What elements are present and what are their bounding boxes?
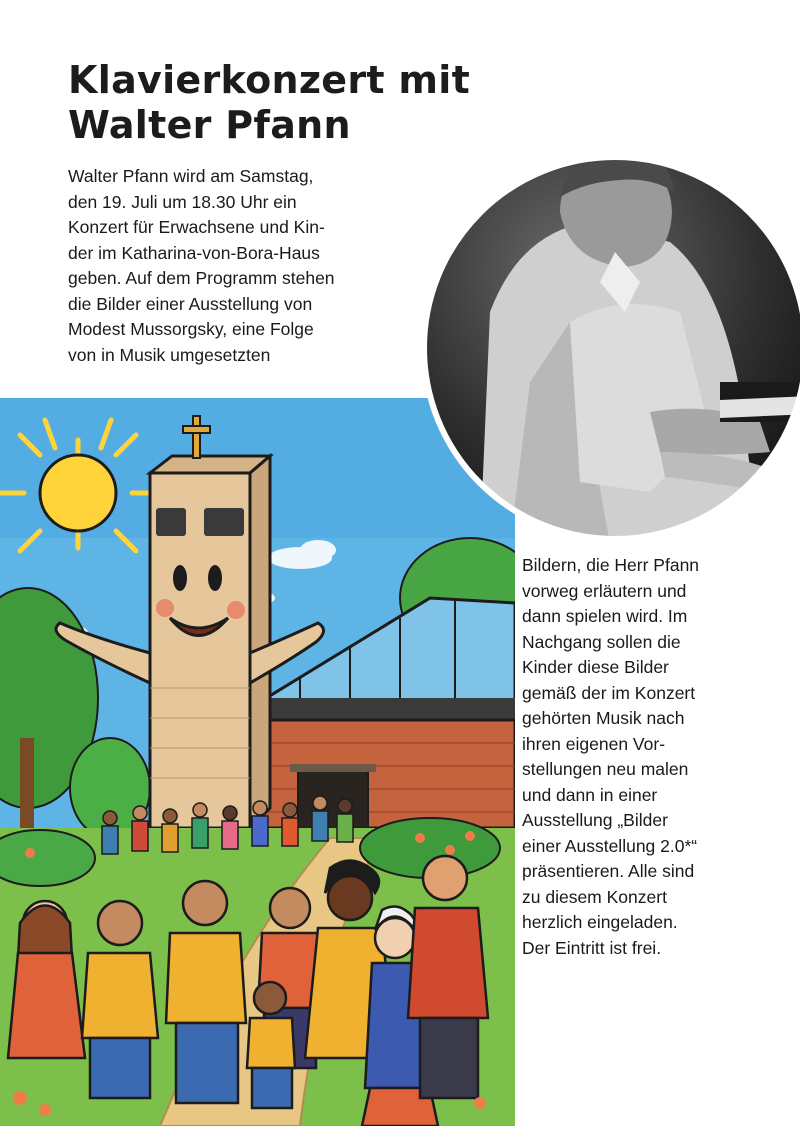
continuation-paragraph: [522, 553, 792, 961]
body-line: einer Ausstellung 2.0*“: [522, 835, 698, 856]
title-line-1: Klavierkonzert mit: [68, 58, 471, 102]
body-line: präsentieren. Alle sind: [522, 861, 695, 881]
body-line: stellungen neu malen: [522, 759, 689, 779]
intro-line: Modest Mussorgsky, eine Folge: [68, 319, 314, 339]
intro-line: der im Katharina-von-Bora-Haus: [68, 242, 320, 263]
intro-line: den 19. Juli um 18.30 Uhr ein: [68, 191, 297, 212]
eye: [208, 565, 222, 591]
body-line: Der Eintritt ist frei.: [522, 937, 662, 958]
body-line: herzlich eingeladen.: [522, 912, 678, 932]
body-line: ihren eigenen Vor-: [522, 733, 666, 754]
body-line: gemäß der im Konzert: [522, 682, 696, 703]
entrance: [298, 768, 368, 828]
body-line: Bildern, die Herr Pfann: [522, 555, 700, 575]
intro-line: geben. Auf dem Programm stehen: [68, 268, 335, 288]
intro-line: Walter Pfann wird am Samstag,: [68, 166, 314, 186]
body-line: dann spielen wird. Im: [522, 606, 688, 626]
pianist-portrait: [420, 152, 800, 544]
intro-line: von in Musik umgesetzten: [68, 344, 271, 365]
title-line-2: Walter Pfann: [68, 103, 351, 147]
body-line: Kinder diese Bilder: [522, 657, 669, 677]
intro-line: die Bilder einer Ausstellung von: [68, 293, 313, 314]
intro-paragraph: [68, 164, 398, 368]
body-line: und dann in einer: [522, 784, 658, 805]
body-line: Nachgang sollen die: [522, 631, 681, 652]
body-line: zu diesem Konzert: [522, 886, 667, 907]
body-line: Ausstellung „Bilder: [522, 810, 668, 830]
body-line: gehörten Musik nach: [522, 708, 685, 728]
body-line: vorweg erläutern und: [522, 580, 687, 601]
eye: [173, 565, 187, 591]
intro-line: Konzert für Erwachsene und Kin-: [68, 217, 325, 237]
article-title: [68, 58, 728, 148]
